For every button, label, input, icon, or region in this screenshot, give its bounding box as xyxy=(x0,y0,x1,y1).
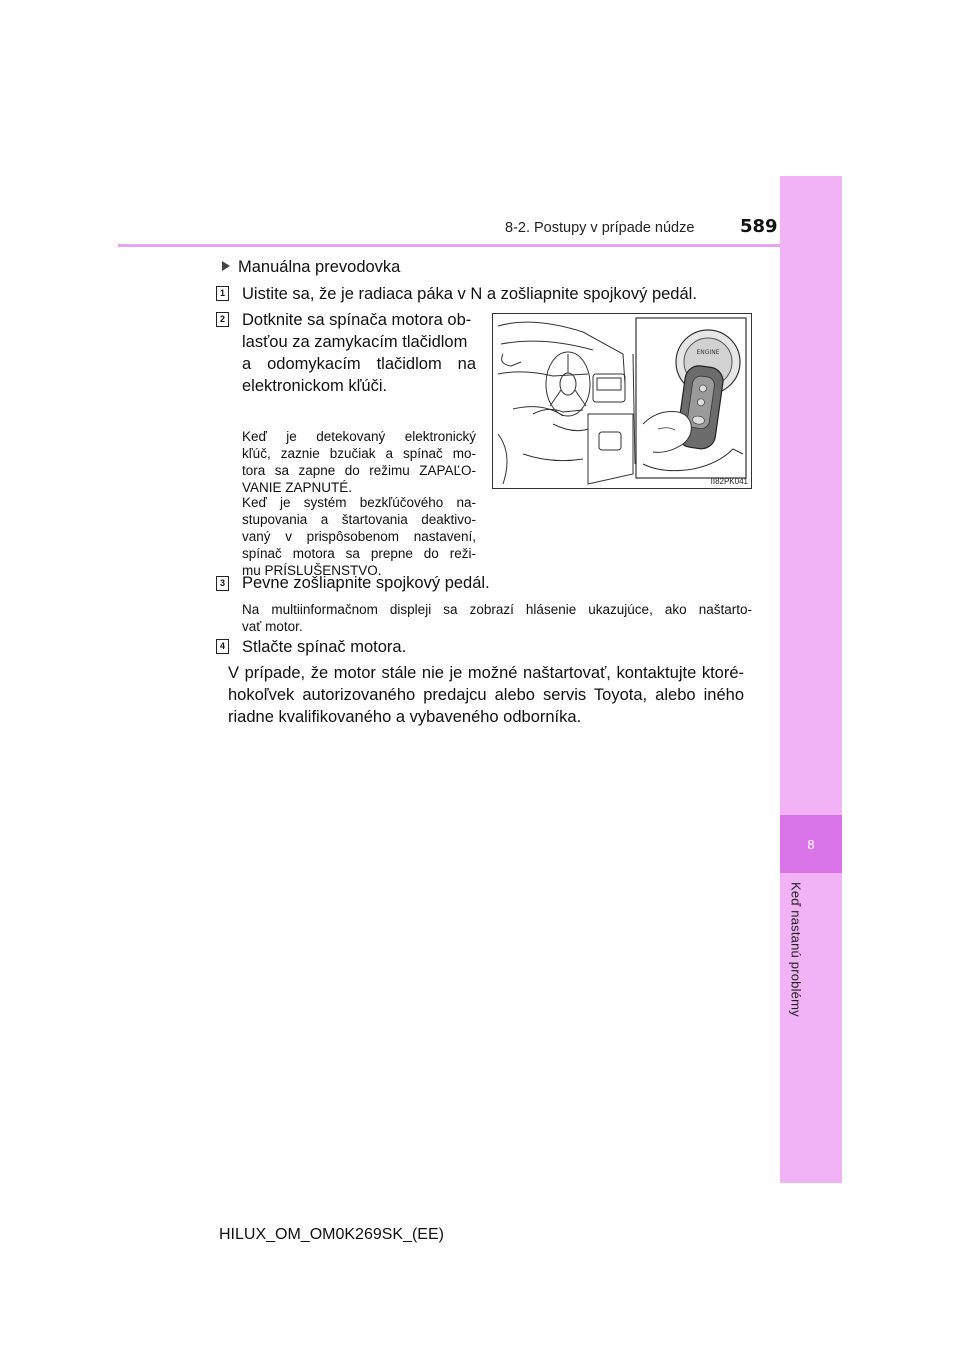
step-1-text: Uistite sa, že je radiaca páka v N a zošliapnite spojkový pedál. xyxy=(242,285,697,303)
closing-line: hokoľvek autorizovaného predajcu alebo servis Toyota, alebo iného xyxy=(228,686,744,704)
step-3-note xyxy=(242,601,752,635)
engine-button-label: ENGINE xyxy=(696,349,720,356)
page-number: 589 xyxy=(740,216,778,237)
note-line: vaný v prispôsobenom nastavení, xyxy=(242,529,476,544)
step-2-line: elektronickom kľúči. xyxy=(242,377,388,395)
illustration-engine-switch xyxy=(492,313,752,489)
subheading xyxy=(222,256,400,278)
note-line: Keď je detekovaný elektronický xyxy=(242,429,476,444)
step-number-1: 1 xyxy=(216,286,229,301)
note-line: Keď je systém bezkľúčového na- xyxy=(242,495,476,510)
step-2-line: Dotknite sa spínača motora ob- xyxy=(242,311,472,329)
step-3-text: Pevne zošliapnite spojkový pedál. xyxy=(242,574,490,592)
subheading-text: Manuálna prevodovka xyxy=(238,258,401,276)
car-interior-illustration xyxy=(493,314,751,488)
triangle-bullet-icon xyxy=(222,261,230,271)
closing-line: riadne kvalifikovaného a vybaveného odborníka. xyxy=(228,708,582,726)
chapter-number-tab xyxy=(780,815,842,873)
step-number-3: 3 xyxy=(216,576,229,591)
chapter-title: Keď nastanú problémy xyxy=(788,882,804,1017)
figure-code: II82PK041 xyxy=(710,477,748,486)
note-line: tora sa zapne do režimu ZAPAĽO- xyxy=(242,463,476,478)
step-number-2: 2 xyxy=(216,312,229,327)
note-line: vať motor. xyxy=(242,619,303,634)
closing-line: V prípade, že motor stále nie je možné naštartovať, kontaktujte ktoré- xyxy=(228,664,744,682)
step-number-4: 4 xyxy=(216,639,229,654)
step-2-note-1 xyxy=(242,428,476,496)
step-2-text xyxy=(242,309,476,397)
note-line: Na multiinformačnom displeji sa zobrazí hlásenie ukazujúce, ako naštarto- xyxy=(242,602,752,617)
chapter-number: 8 xyxy=(807,836,815,852)
note-line: stupovania a štartovania deaktivo- xyxy=(242,512,476,527)
document-code: HILUX_OM_OM0K269SK_(EE) xyxy=(219,1226,444,1243)
note-line: mu PRÍSLUŠENSTVO. xyxy=(242,563,382,578)
note-line: kľúč, zaznie bzučiak a spínač mo- xyxy=(242,446,476,461)
step-2-line: a odomykacím tlačidlom na xyxy=(242,355,476,373)
closing-paragraph xyxy=(228,662,744,728)
step-2-note-2 xyxy=(242,494,476,579)
step-4-text: Stlačte spínač motora. xyxy=(242,638,407,656)
note-line: VANIE ZAPNUTÉ. xyxy=(242,480,353,495)
note-line: spínač motora sa prepne do reži- xyxy=(242,546,476,561)
header-rule xyxy=(118,244,780,247)
step-2-line: lasťou za zamykacím tlačidlom xyxy=(242,333,468,351)
section-title: 8-2. Postupy v prípade núdze xyxy=(505,220,695,236)
